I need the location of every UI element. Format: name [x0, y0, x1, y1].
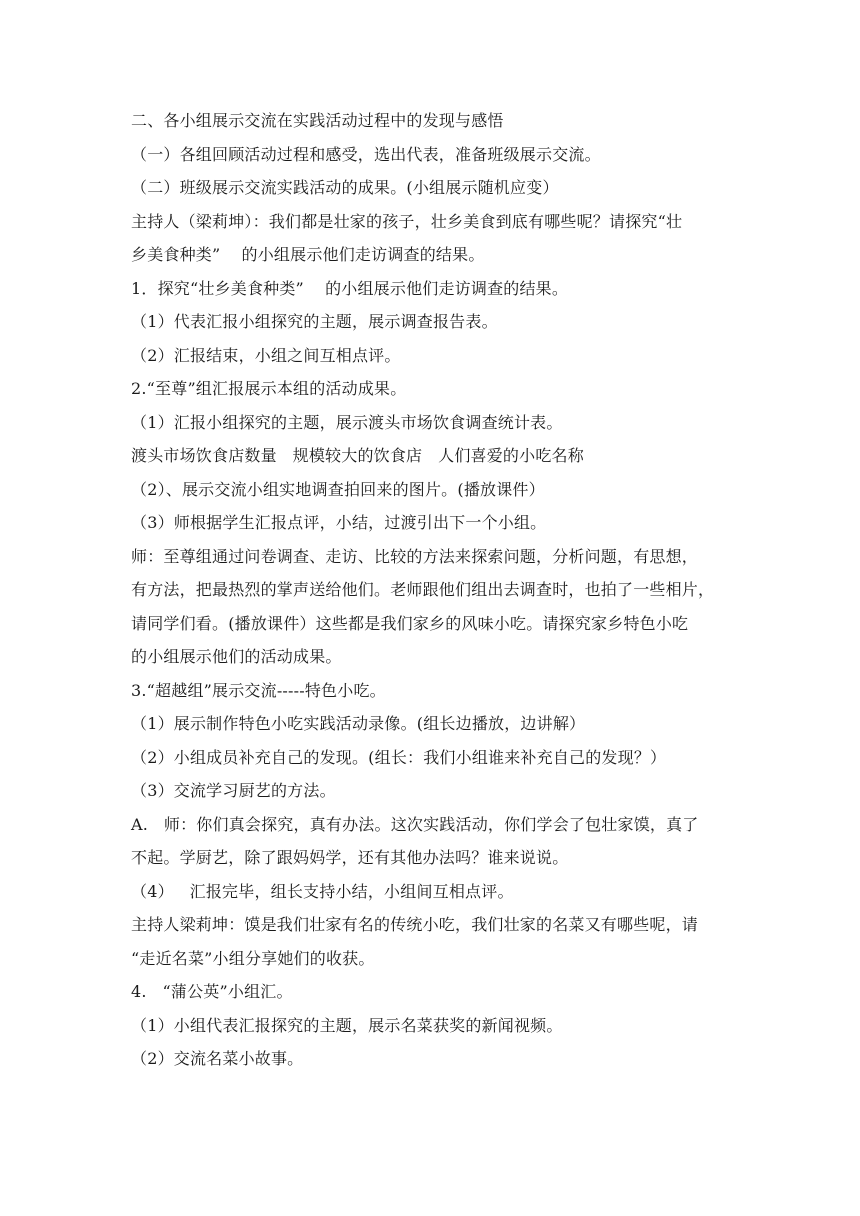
document-body — [131, 104, 741, 1076]
paragraph-line: （二）班级展示交流实践活动的成果。(小组展示随机应变） — [131, 178, 559, 197]
paragraph-line: A. 师：你们真会探究，真有办法。这次实践活动，你们学会了包壮家馍，真了 — [131, 814, 699, 834]
paragraph-line: 1．探究“壮乡美食种类” 的小组展示他们走访调查的结果。 — [131, 278, 569, 298]
paragraph-line: 渡头市场饮食店数量 规模较大的饮食店 人们喜爱的小吃名称 — [131, 446, 584, 465]
paragraph-line: （2）汇报结束，小组之间互相点评。 — [131, 345, 401, 365]
paragraph-line: （一）各组回顾活动过程和感受，选出代表，准备班级展示交流。 — [131, 144, 601, 164]
paragraph-line: （1）汇报小组探究的主题，展示渡头市场饮食调查统计表。 — [131, 412, 563, 432]
paragraph-line: 有方法，把最热烈的掌声送给他们。老师跟他们组出去调查时，也拍了一些相片， — [131, 580, 715, 599]
paragraph-line: （4） 汇报完毕，组长支持小结，小组间互相点评。 — [131, 881, 514, 901]
paragraph-line: 主持人梁莉坤：馍是我们壮家有名的传统小吃，我们壮家的名菜又有哪些呢，请 — [131, 915, 699, 934]
paragraph-line: 2.“至尊”组汇报展示本组的活动成果。 — [131, 379, 407, 398]
paragraph-line: （2）小组成员补充自己的发现。(组长：我们小组谁来补充自己的发现？） — [131, 747, 667, 767]
paragraph-line: 主持人（梁莉坤）：我们都是壮家的孩子，壮乡美食到底有哪些呢？请探究“壮 — [131, 211, 683, 231]
paragraph-line: 不起。学厨艺，除了跟妈妈学，还有其他办法吗？谁来说说。 — [131, 848, 569, 867]
paragraph-line: （1）小组代表汇报探究的主题，展示名菜获奖的新闻视频。 — [131, 1015, 563, 1035]
paragraph-line: 3.“超越组”展示交流-----特色小吃。 — [131, 680, 386, 700]
section-heading: 二、各小组展示交流在实践活动过程中的发现与感悟 — [131, 111, 504, 130]
paragraph-line: （2）、展示交流小组实地调查拍回来的图片。(播放课件） — [131, 479, 545, 499]
paragraph-line: （3）交流学习厨艺的方法。 — [131, 781, 336, 800]
paragraph-line: （1）代表汇报小组探究的主题，展示调查报告表。 — [131, 312, 498, 331]
paragraph-line: （1）展示制作特色小吃实践活动录像。(组长边播放，边讲解） — [131, 714, 586, 733]
paragraph-line: 师：至尊组通过问卷调查、走访、比较的方法来探索问题，分析问题，有思想， — [131, 546, 699, 566]
paragraph-line: 的小组展示他们的活动成果。 — [131, 647, 342, 666]
paragraph-line: 4. “蒲公英”小组汇。 — [131, 982, 293, 1001]
paragraph-line: （2）交流名菜小故事。 — [131, 1049, 304, 1068]
paragraph-line: （3）师根据学生汇报点评，小结，过渡引出下一个小组。 — [131, 513, 547, 532]
paragraph-line: 请同学们看。(播放课件）这些都是我们家乡的风味小吃。请探究家乡特色小吃 — [131, 613, 689, 633]
paragraph-line: “走近名菜”小组分享她们的收获。 — [131, 948, 375, 968]
paragraph-line: 乡美食种类” 的小组展示他们走访调查的结果。 — [131, 245, 485, 264]
